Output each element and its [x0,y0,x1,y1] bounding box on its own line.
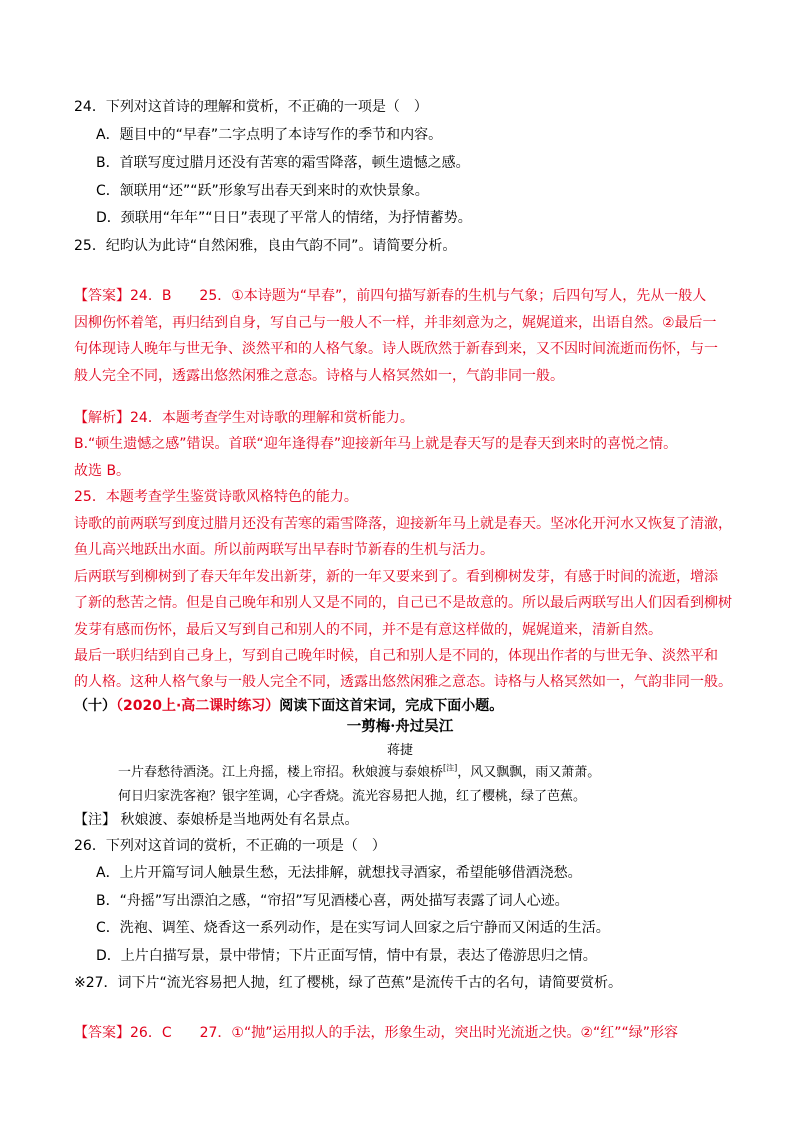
poem-note: 【注】 秋娘渡、泰娘桥是当地两处有名景点。 [74,812,359,828]
analysis-line: 的人格。这种人格气象与一般人完全不同，透露出悠然闲雅之意态。诗格与人格冥然如一，气韵非同一般。 [74,674,732,690]
answer-line: 【答案】24．B 25．①本诗题为“早春”，前四句描写新春的生机与气象；后四句写人，先从一般人 [74,288,707,304]
q24-stem: 24．下列对这首诗的理解和赏析，不正确的一项是（ ） [74,99,428,115]
poem-line-1-text: 一片春愁待酒浇。江上舟摇，楼上帘招。秋娘渡与泰娘桥 [118,765,444,780]
q24-option-d: D．颈联用“年年”“日日”表现了平常人的情绪，为抒情蓄势。 [96,210,472,226]
section-header [74,696,503,716]
poem-line-1-text-cont: ，风又飘飘，雨又萧萧。 [457,765,601,780]
poem-author: 蒋捷 [386,743,413,758]
analysis-line: 诗歌的前两联写到度过腊月还没有苦寒的霜雪降落，迎接新年马上就是春天。坚冰化开河水又恢复了清澈， [74,516,732,532]
q24-option-a: A．题目中的“早春”二字点明了本诗写作的季节和内容。 [96,127,443,143]
analysis-line: 【解析】24．本题考查学生对诗歌的理解和赏析能力。 [74,410,414,426]
q26-stem: 26．下列对这首词的赏析，不正确的一项是（ ） [74,838,386,854]
answer-line: 般人完全不同，透露出悠然闲雅之意态。诗格与人格冥然如一，气韵非同一般。 [74,368,564,384]
q24-option-b: B．首联写度过腊月还没有苦寒的霜雪降落，顿生遗憾之感。 [96,155,470,171]
analysis-line: 了新的愁苦之情。但是自己晚年和别人又是不同的，自己已不是故意的。所以最后两联写出人们因看到柳树 [74,595,732,611]
poem-note-marker: [注] [443,763,458,773]
q26-option-b: B．“舟摇”写出漂泊之感，“帘招”写见酒楼心喜，两处描写表露了词人心迹。 [96,893,569,909]
analysis-line: 后两联写到柳树到了春天年年发出新芽，新的一年又要来到了。看到柳树发芽，有感于时间的流逝，增添 [74,569,718,585]
q27-stem: ※27．词下片“流光容易把人抛，红了樱桃，绿了芭蕉”是流传千古的名句，请简要赏析。 [74,975,623,991]
poem-title: 一剪梅·舟过吴江 [346,718,454,735]
q24-option-c: C．颔联用“还”“跃”形象写出春天到来时的欢快景象。 [96,183,429,199]
section-instruction: 阅读下面这首宋词，完成下面小题。 [279,698,504,714]
answer-line: 句体现诗人晚年与世无争、淡然平和的人格气象。诗人既欣然于新春到来，又不因时间流逝而伤怀，与一 [74,341,718,357]
q26-option-c: C．洗袍、调笙、烧香这一系列动作，是在实写词人回家之后宁静而又闲适的生活。 [96,920,610,936]
section-source: （2020上·高二课时练习） [116,698,280,714]
analysis-line: 鱼儿高兴地跃出水面。所以前两联写出早春时节新春的生机与活力。 [74,542,494,558]
poem-line-1 [118,763,600,783]
section-number: （十） [74,698,116,714]
poem-line-2: 何日归家洗客袍？银字笙调，心字香烧。流光容易把人抛，红了樱桃，绿了芭蕉。 [118,789,587,804]
analysis-line: B.“顿生遗憾之感”错误。首联“迎年逢得春”迎接新年马上就是春天写的是春天到来时的喜悦之情。 [74,436,678,452]
answer-line: 【答案】26．C 27．①“抛”运用拟人的手法，形象生动，突出时光流逝之快。②“红”“绿”形容 [74,1025,679,1041]
analysis-line: 最后一联归结到自己身上，写到自己晚年时候，自己和别人是不同的，体现出作者的与世无争、淡然平和 [74,648,718,664]
analysis-line: 故选 B。 [74,463,131,479]
analysis-line: 发芽有感而伤怀，最后又写到自己和别人的不同，并不是有意这样做的，娓娓道来，清新自然。 [74,622,662,638]
q26-option-a: A．上片开篇写词人触景生愁，无法排解，就想找寻酒家，希望能够借酒浇愁。 [96,865,582,881]
answer-line: 因柳伤怀着笔，再归结到自身，写自己与一般人不一样，并非刻意为之，娓娓道来，出语自然。②最后一 [74,315,717,331]
q26-option-d: D．上片白描写景，景中带情；下片正面写情，情中有景，表达了倦游思归之情。 [96,948,597,964]
analysis-line: 25．本题考查学生鉴赏诗歌风格特色的能力。 [74,489,358,505]
q25-stem: 25．纪昀认为此诗“自然闲雅，良由气韵不同”。请简要分析。 [74,238,457,254]
